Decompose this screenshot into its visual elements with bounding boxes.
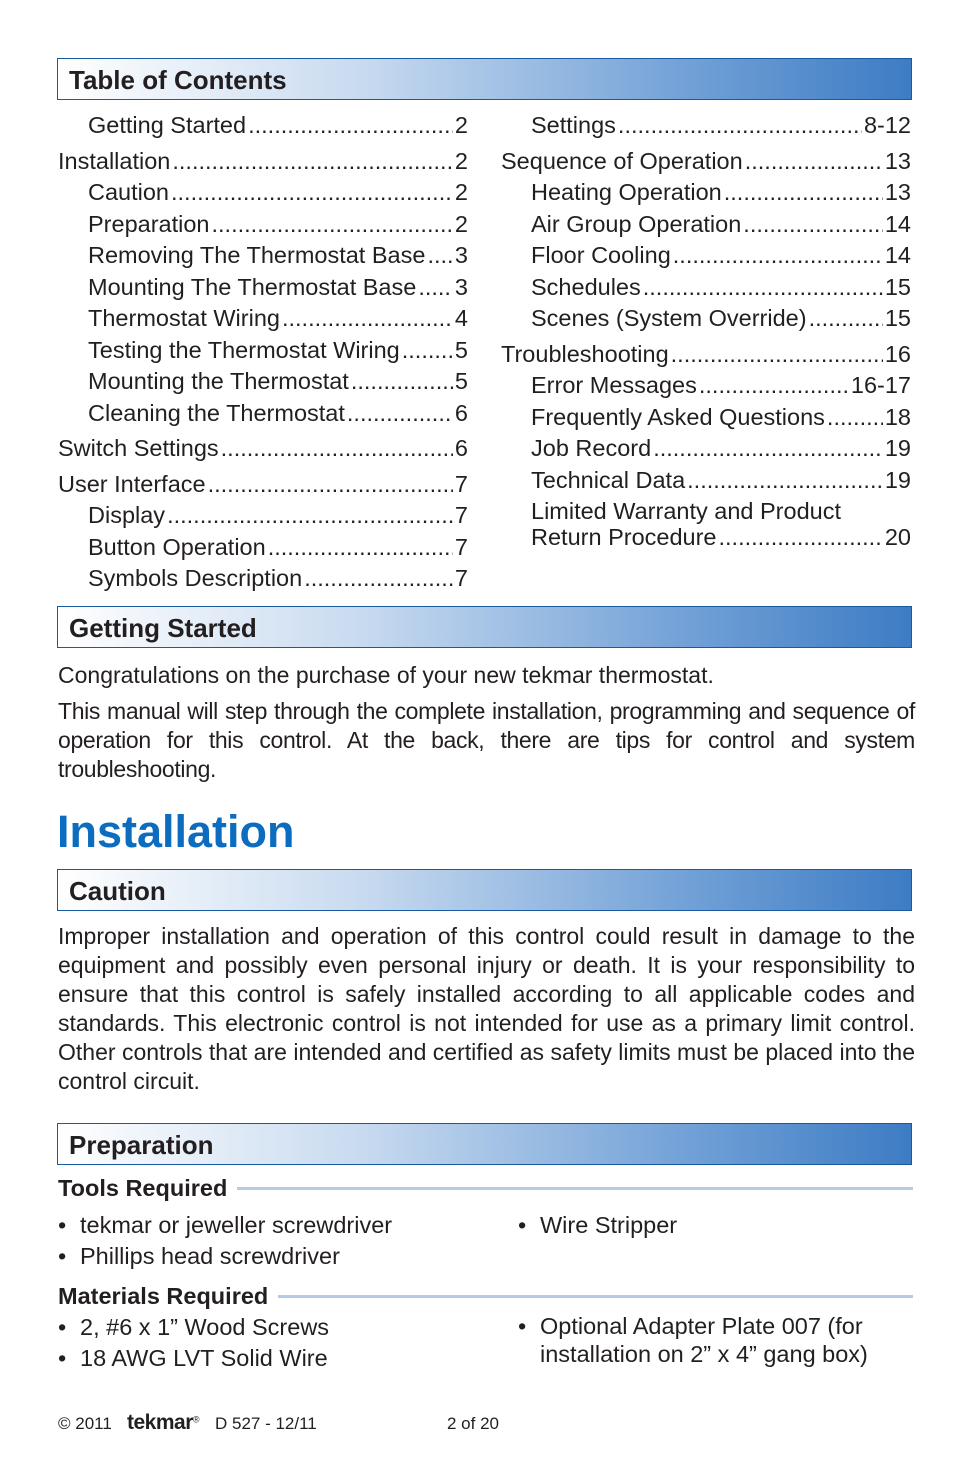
toc-leader-dots [304, 565, 453, 593]
toc-entry-label: Preparation [88, 210, 210, 237]
toc-entry-label: Job Record [531, 435, 652, 461]
toc-entry [501, 305, 911, 333]
toc-entry [58, 565, 468, 593]
toc-entry-page: 3 [454, 273, 468, 300]
toc-entry [58, 179, 468, 207]
list-item-text: Wire Stripper [540, 1212, 678, 1238]
toc-leader-dots [618, 112, 862, 140]
toc-entry-page: 7 [454, 470, 468, 497]
toc-leader-dots [347, 400, 453, 428]
toc-leader-dots [671, 341, 883, 369]
toc-entry-page: 15 [884, 273, 911, 300]
toc-entry-page: 6 [454, 399, 468, 426]
toc-entry [58, 534, 468, 562]
toc-entry-page: 16 [884, 340, 911, 367]
toc-entry [58, 305, 468, 333]
toc-entry-label: Caution [88, 179, 169, 205]
toc-entry-label: Removing The Thermostat Base [88, 242, 426, 268]
footer-copyright: © 2011 [58, 1414, 112, 1433]
toc-entry-page: 7 [454, 533, 468, 560]
toc-entry-label: Error Messages [531, 372, 697, 398]
list-item-text: 2, #6 x 1” Wood Screws [80, 1314, 330, 1340]
registered-mark: ® [192, 1414, 200, 1425]
toc-entry-page: 3 [454, 242, 468, 268]
toc-leader-dots [172, 148, 453, 176]
toc-entry-label: Air Group Operation [531, 210, 742, 237]
toc-entry-page: 13 [884, 179, 911, 205]
toc-entry [501, 148, 911, 176]
materials-list-right [518, 1312, 888, 1368]
caution-title: Caution [69, 876, 166, 906]
toc-leader-dots [351, 368, 453, 396]
toc-entry [501, 372, 911, 400]
toc-entry-label: Troubleshooting [501, 340, 669, 367]
toc-entry-label: Display [88, 502, 166, 528]
toc-entry [58, 502, 468, 530]
list-item [58, 1241, 392, 1272]
toc-entry-page: 16-17 [850, 372, 911, 398]
toc-entry [58, 274, 468, 302]
list-item-text: Phillips head screwdriver [80, 1243, 340, 1269]
toc-entry-label: Return Procedure [531, 524, 717, 550]
toc-entry [501, 274, 911, 302]
preparation-title: Preparation [69, 1130, 214, 1160]
toc-entry [501, 498, 911, 550]
toc-entry-page: 4 [454, 305, 468, 331]
toc-entry-label: Cleaning the Thermostat [88, 399, 345, 426]
toc-entry-page: 2 [454, 112, 468, 138]
toc-entry-page: 14 [884, 242, 911, 268]
toc-entry-page: 2 [454, 179, 468, 205]
toc-entry-label: Frequently Asked Questions [531, 403, 825, 430]
toc-entry-label: User Interface [58, 470, 206, 497]
tekmar-logo: tekmar [127, 1411, 193, 1434]
toc-entry [501, 467, 911, 495]
list-item [518, 1312, 888, 1368]
list-item [518, 1210, 677, 1241]
toc-entry [58, 148, 468, 176]
toc-entry-page: 13 [884, 147, 911, 174]
toc-entry-page: 7 [454, 565, 468, 591]
tools-required-heading [58, 1175, 913, 1202]
toc-entry-page: 2 [454, 210, 468, 237]
toc-entry-label: Thermostat Wiring [88, 305, 280, 331]
getting-started-header [57, 606, 912, 648]
toc-entry-label: Mounting The Thermostat Base [88, 273, 417, 300]
getting-started-title: Getting Started [69, 613, 257, 643]
materials-divider [278, 1295, 913, 1298]
toc-leader-dots [719, 524, 883, 550]
toc-entry [501, 404, 911, 432]
toc-entry-page: 20 [884, 524, 911, 550]
toc-entry-page: 19 [884, 466, 911, 493]
toc-entry [501, 435, 911, 463]
materials-list-left [58, 1312, 329, 1374]
toc-leader-dots [687, 467, 883, 495]
toc-leader-dots [268, 534, 453, 562]
toc-entry-label: Installation [58, 147, 171, 174]
toc-entry-label: Heating Operation [531, 179, 722, 205]
toc-leader-dots [221, 435, 453, 463]
toc-header [57, 58, 912, 100]
toc-entry-label-line1: Limited Warranty and Product [531, 498, 841, 524]
toc-leader-dots [653, 435, 883, 463]
toc-entry-label: Symbols Description [88, 565, 303, 591]
getting-started-body: This manual will step through the complete installation, programming and sequence of operation for this control. At the back, there are tips for control and system troubleshooting. [58, 698, 915, 782]
footer-doc-number: D 527 - 12/11 [215, 1414, 317, 1433]
toc-leader-dots [809, 305, 883, 333]
toc-leader-dots [167, 502, 453, 530]
toc-entry [58, 368, 468, 396]
toc-entry-page: 14 [884, 210, 911, 237]
tools-list-left [58, 1210, 392, 1272]
toc-entry [58, 471, 468, 499]
bullet-icon: • [58, 1212, 67, 1238]
toc-leader-dots [418, 274, 453, 302]
caution-text: Improper installation and operation of this control could result in damage to the equipment and possibly even personal injury or death. It is your responsibility to ensure that this control is safely installed according to all applicable codes and standards. This electronic control is not intended for use as a primary limit control. Other controls that are intended and certified as safety limits must be placed into the control circuit. [58, 923, 915, 1094]
toc-entry-label: Technical Data [531, 466, 686, 493]
toc-leader-dots [212, 211, 453, 239]
toc-leader-dots [699, 372, 849, 400]
toc-entry [501, 112, 911, 140]
toc-entry [58, 337, 468, 365]
bullet-icon: • [58, 1314, 67, 1340]
toc-leader-dots [643, 274, 883, 302]
list-item [58, 1210, 392, 1241]
caution-header [57, 869, 912, 911]
toc-right-column [501, 112, 911, 550]
installation-title: Installation [57, 806, 295, 857]
toc-entry-label: Settings [531, 112, 616, 138]
toc-entry-label: Schedules [531, 273, 641, 300]
toc-entry-page: 18 [884, 403, 911, 430]
toc-entry [58, 242, 468, 270]
toc-leader-dots [282, 305, 453, 333]
footer-page-number: 2 of 20 [447, 1414, 499, 1433]
toc-entry-label: Testing the Thermostat Wiring [88, 336, 400, 363]
toc-entry-page: 2 [454, 147, 468, 174]
preparation-header [57, 1123, 912, 1165]
toc-leader-dots [724, 179, 883, 207]
toc-leader-dots [827, 404, 883, 432]
toc-entry-page: 15 [884, 305, 911, 331]
toc-leader-dots [745, 148, 883, 176]
toc-entry [501, 179, 911, 207]
bullet-icon: • [58, 1243, 67, 1269]
toc-leader-dots [402, 337, 453, 365]
list-item-text: Optional Adapter Plate 007 (for installation on 2” x 4” gang box) [540, 1313, 868, 1367]
toc-entry-label: Button Operation [88, 533, 266, 560]
toc-entry-page: 7 [454, 502, 468, 528]
tools-required-title: Tools Required [58, 1175, 228, 1201]
toc-entry [58, 400, 468, 428]
toc-entry [58, 112, 468, 140]
bullet-icon: • [518, 1313, 527, 1339]
list-item [58, 1312, 329, 1343]
materials-required-heading [58, 1283, 913, 1310]
toc-leader-dots [427, 242, 452, 270]
getting-started-intro: Congratulations on the purchase of your new tekmar thermostat. [58, 662, 714, 688]
toc-entry-page: 19 [884, 435, 911, 461]
toc-entry [501, 341, 911, 369]
toc-leader-dots [673, 242, 883, 270]
toc-entry-label: Scenes (System Override) [531, 305, 807, 331]
toc-entry [501, 211, 911, 239]
toc-entry [501, 242, 911, 270]
toc-entry-page: 6 [454, 435, 468, 461]
toc-left-column [58, 112, 468, 593]
toc-header-title: Table of Contents [69, 65, 287, 95]
toc-entry-label: Switch Settings [58, 435, 219, 461]
tools-list-right [518, 1210, 677, 1241]
toc-entry-page: 5 [454, 368, 468, 394]
toc-entry-label: Sequence of Operation [501, 147, 743, 174]
materials-required-title: Materials Required [58, 1283, 269, 1309]
toc-entry-label: Mounting the Thermostat [88, 368, 349, 394]
toc-leader-dots [171, 179, 453, 207]
bullet-icon: • [518, 1212, 527, 1238]
toc-entry-label: Floor Cooling [531, 242, 671, 268]
toc-leader-dots [248, 112, 453, 140]
toc-entry-page: 8-12 [863, 112, 911, 138]
toc-entry [58, 211, 468, 239]
list-item-text: tekmar or jeweller screwdriver [80, 1212, 393, 1238]
toc-entry-line2 [531, 524, 911, 550]
footer-logo [127, 1411, 200, 1435]
toc-entry-label: Getting Started [88, 112, 247, 138]
toc-leader-dots [208, 471, 453, 499]
toc-leader-dots [743, 211, 883, 239]
tools-divider [237, 1187, 913, 1190]
bullet-icon: • [58, 1345, 67, 1371]
toc-entry-page: 5 [454, 336, 468, 363]
list-item [58, 1343, 329, 1374]
list-item-text: 18 AWG LVT Solid Wire [80, 1345, 328, 1371]
toc-entry [58, 435, 468, 463]
